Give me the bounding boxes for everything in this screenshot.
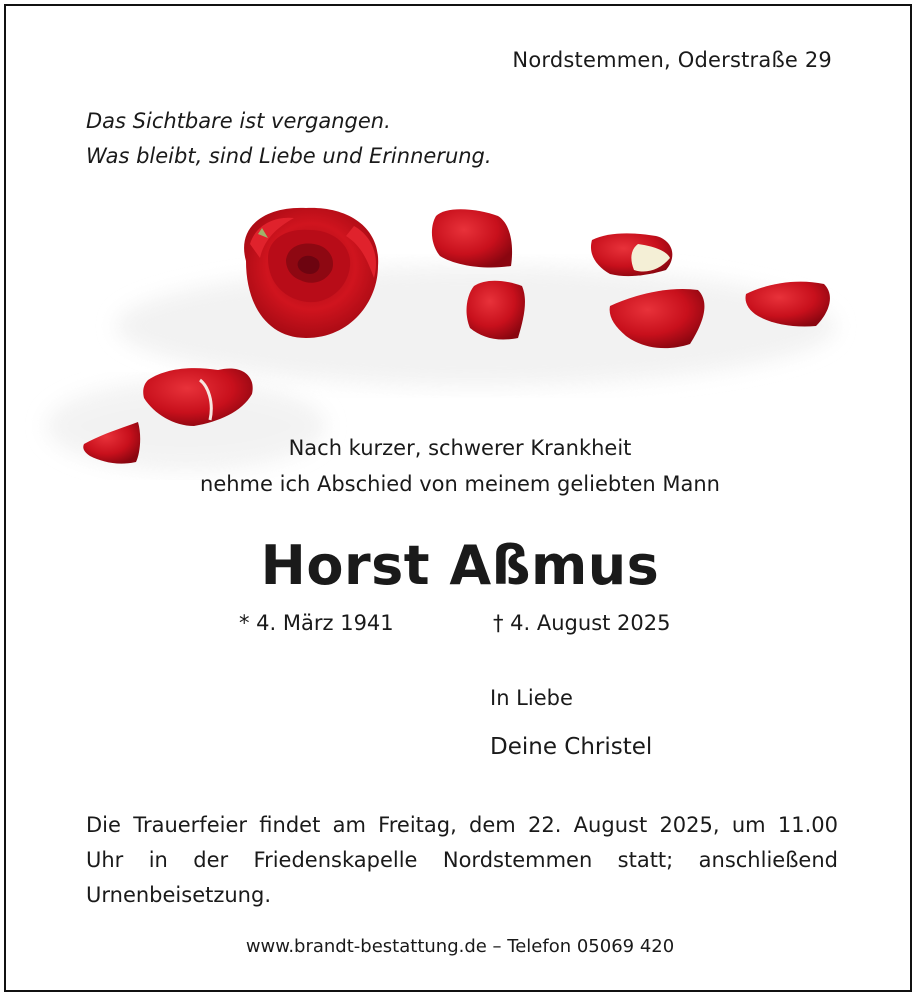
obituary-notice (4, 4, 912, 992)
death-date: † 4. August 2025 (493, 611, 671, 635)
intro-line: nehme ich Abschied von meinem geliebten Mann (200, 472, 720, 496)
petal-shape (432, 209, 512, 267)
intro-text (6, 430, 912, 502)
closing-phrase: In Liebe (490, 686, 573, 710)
birth-date: * 4. März 1941 (239, 611, 394, 635)
funeral-line: Urnenbeisetzung. (86, 883, 272, 907)
signer-name: Deine Christel (490, 734, 653, 760)
deceased-name: Horst Aßmus (260, 534, 660, 597)
funeral-details (86, 808, 838, 913)
funeral-line: Uhr in der Friedenskapelle Nordstemmen statt; anschließend (86, 848, 838, 872)
address: Nordstemmen, Oderstraße 29 (512, 48, 832, 72)
motto (86, 104, 492, 174)
motto-line: Was bleibt, sind Liebe und Erinnerung. (86, 144, 492, 168)
funeral-home-contact: www.brandt-bestattung.de – Telefon 05069 420 (245, 936, 675, 957)
intro-line: Nach kurzer, schwerer Krankheit (288, 436, 632, 460)
funeral-line: Die Trauerfeier findet am Freitag, dem 22. August 2025, um 11.00 (86, 813, 838, 837)
motto-line: Das Sichtbare ist vergangen. (86, 109, 391, 133)
petal-shape (467, 281, 525, 340)
